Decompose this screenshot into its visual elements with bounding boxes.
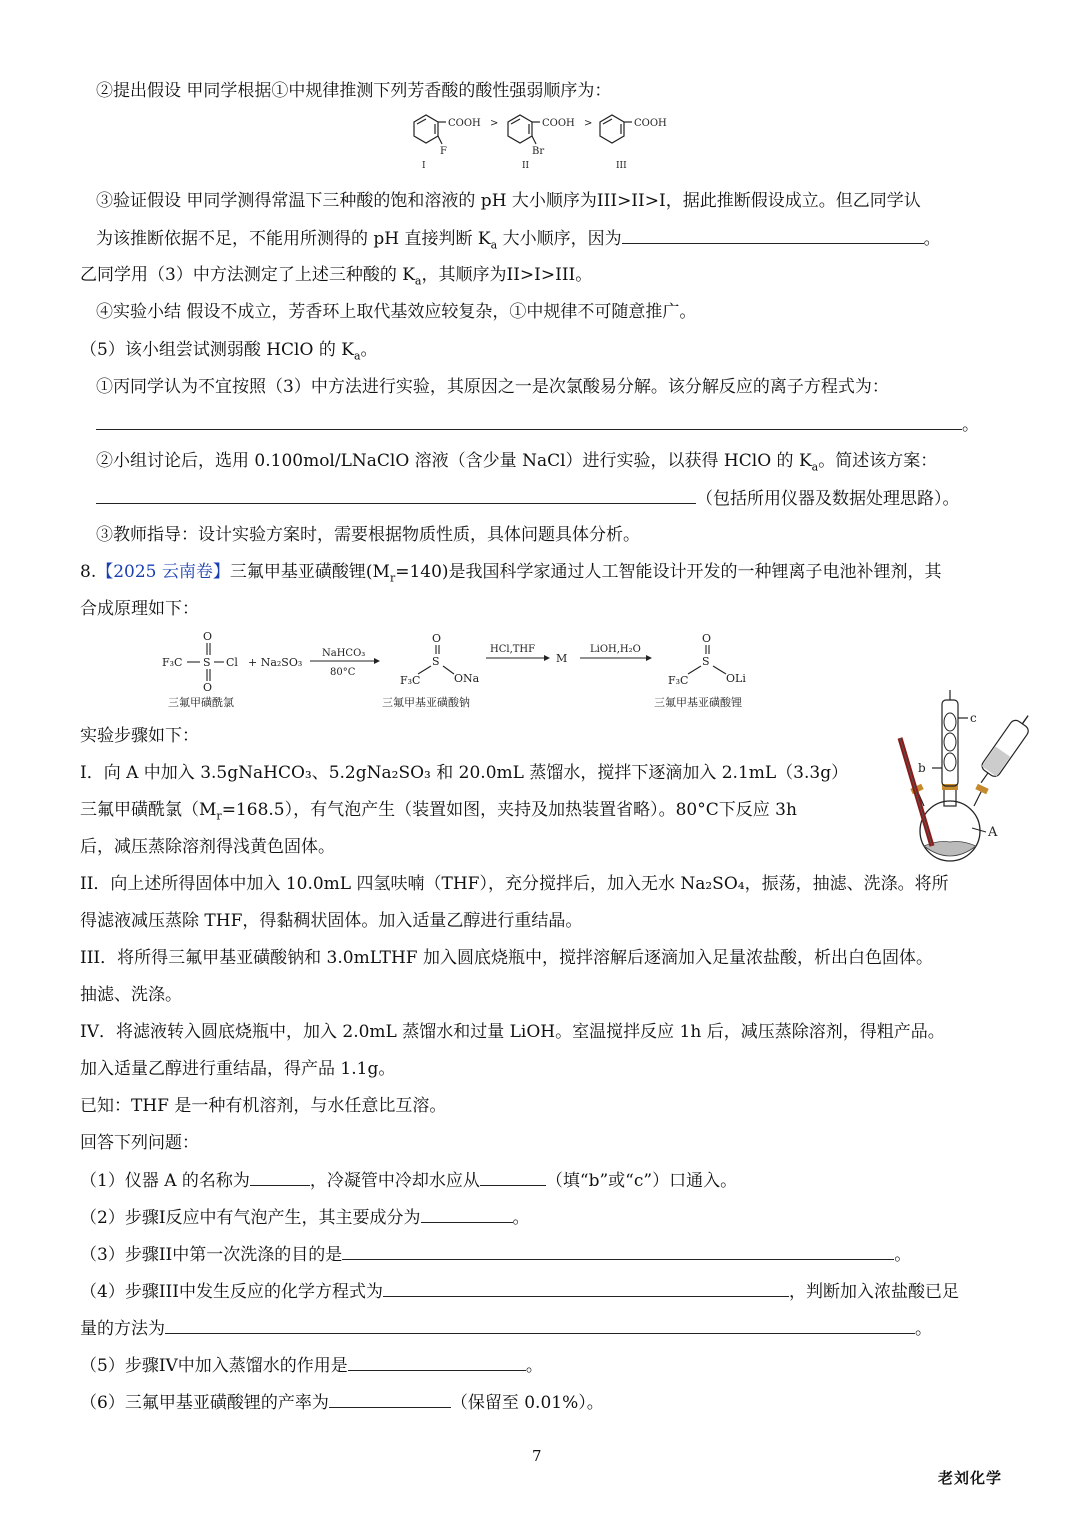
question-4-line-2: 量的方法为 。 [80, 1319, 932, 1339]
scheme-f3c-3: F₃C [668, 674, 689, 687]
step-3-line-2: 抽滤、洗涤。 [80, 985, 182, 1005]
question-5: （5）步骤IV中加入蒸馏水的作用是 。 [80, 1356, 543, 1376]
acid-i-label: I [422, 161, 426, 171]
answer-blank-q1-name[interactable] [250, 1169, 310, 1186]
scheme-o-top-1: O [203, 630, 213, 643]
teacher-guide-line: ③教师指导：设计实验方案时，需要根据物质性质，具体问题具体分析。 [96, 525, 640, 545]
scheme-cond2: HCl,THF [490, 644, 536, 655]
apparatus-label-c: c [970, 711, 977, 725]
summary-line: ④实验小结 假设不成立，芳香环上取代基效应较复杂，①中规律不可随意推广。 [96, 302, 697, 322]
answer-blank-q5[interactable] [348, 1354, 526, 1371]
question-3: （3）步骤II中第一次洗涤的目的是 。 [80, 1245, 912, 1265]
scheme-name-2: 三氟甲基亚磺酸钠 [382, 696, 470, 709]
question-4-line-1: （4）步骤III中发生反应的化学方程式为 ，判断加入浓盐酸已足 [80, 1282, 959, 1302]
answer-blank-q1-inlet[interactable] [480, 1169, 546, 1186]
brand-watermark: 老刘化学 [938, 1469, 1003, 1487]
page-number: 7 [532, 1447, 542, 1465]
step-2-line-2: 得滤液减压蒸除 THF，得黏稠状固体。加入适量乙醇进行重结晶。 [80, 911, 583, 931]
step-1-line-2: 三氟甲磺酰氯$(M_r=168.5)$，有气泡产生（装置如图，夹持及加热装置省略）。80°C下反应 3h [80, 800, 797, 823]
answer-blank-plan[interactable] [96, 487, 696, 504]
steps-title: 实验步骤如下： [80, 726, 199, 746]
apparatus-label-a: A [988, 825, 998, 840]
verify-line-1: ③验证假设 甲同学测得常温下三种酸的饱和溶液的 pH 大小顺序为III>II>I，据此推断假设成立。但乙同学认 [96, 191, 921, 211]
scheme-name-3: 三氟甲基亚磺酸锂 [654, 696, 742, 709]
step-4-line-2: 加入适量乙醇进行重结晶，得产品 1.1g。 [80, 1059, 396, 1079]
question-2: （2）步骤I反应中有气泡产生，其主要成分为 。 [80, 1208, 530, 1228]
scheme-cond1-top: NaHCO₃ [322, 648, 366, 659]
scheme-f3c-1: F₃C [162, 656, 183, 669]
scheme-m: M [556, 652, 568, 665]
scheme-cond1-bottom: 80°C [330, 667, 356, 678]
step-3-line-1: III．将所得三氟甲基亚磺酸钠和 3.0mLTHF 加入圆底烧瓶中，搅拌溶解后逐滴加入足量浓盐酸，析出白色固体。 [80, 948, 933, 968]
answer-blank-q4-equation[interactable] [383, 1280, 789, 1297]
acid-iii-label: III [616, 161, 627, 171]
acid-i-f: F [440, 146, 447, 157]
step-1-line-1: I．向 A 中加入 3.5gNaHCO₃、5.2gNa₂SO₃ 和 20.0mL 蒸馏水，搅拌下逐滴加入 2.1mL（3.3g） [80, 763, 849, 783]
scheme-cl: Cl [226, 656, 238, 669]
answer-blank-equation[interactable] [96, 413, 962, 430]
step-4-line-1: IV．将滤液转入圆底烧瓶中，加入 2.0mL 蒸馏水和过量 LiOH。室温搅拌反应 1h 后，减压蒸除溶剂，得粗产品。 [80, 1022, 945, 1042]
part5-q1-blank-line: 。 [96, 413, 979, 436]
synthesis-scheme [160, 628, 800, 712]
scheme-s-3: S [702, 655, 710, 668]
scheme-o-2: O [432, 632, 442, 645]
answer-heading: 回答下列问题： [80, 1133, 199, 1153]
known-line: 已知：THF 是一种有机溶剂，与水任意比互溶。 [80, 1096, 447, 1116]
acid-i-cooh: COOH [448, 118, 481, 129]
acid-ii-cooh: COOH [542, 118, 575, 129]
part5-q2-line: ②小组讨论后，选用 0.100mol/LNaClO 溶液（含少量 NaCl）进行实验，以获得 HClO 的 $K_a$。简述该方案： [96, 451, 938, 474]
scheme-na2so3: + Na₂SO₃ [248, 656, 303, 669]
hypothesis-line: ②提出假设 甲同学根据①中规律推测下列芳香酸的酸性强弱顺序为： [96, 81, 612, 101]
scheme-s-2: S [432, 655, 440, 668]
acid-iii-structure [600, 115, 632, 143]
answer-blank-q2[interactable] [421, 1206, 513, 1223]
part5-q1-line: ①丙同学认为不宜按照（3）中方法进行实验，其原因之一是次氯酸易分解。该分解反应的离子方程式为： [96, 377, 889, 397]
step-2-line-1: II．向上述所得固体中加入 10.0mL 四氢呋喃（THF），充分搅拌后，加入无水 Na₂SO₄，振荡，抽滤、洗涤。将所 [80, 874, 949, 894]
scheme-ona: ONa [454, 672, 480, 685]
acid-ii-br: Br [532, 146, 545, 157]
scheme-name-1: 三氟甲磺酰氯 [168, 696, 234, 709]
acid-i-structure [414, 115, 446, 144]
answer-blank-q4-method[interactable] [165, 1317, 915, 1334]
answer-blank-q3[interactable] [342, 1243, 894, 1260]
acid-ii-structure [508, 115, 540, 144]
scheme-oli: OLi [726, 672, 746, 685]
answer-blank-reason[interactable] [622, 227, 924, 244]
acid-ii-label: II [522, 161, 530, 171]
acid-iii-cooh: COOH [634, 118, 667, 129]
apparatus-label-b: b [918, 761, 926, 775]
aromatic-acids-figure [400, 110, 690, 172]
scheme-s-1: S [203, 656, 211, 669]
apparatus-figure [862, 688, 1042, 868]
part5-q2-blank-line: （包括所用仪器及数据处理思路）。 [96, 487, 960, 510]
q8-intro-line-2: 合成原理如下： [80, 599, 199, 619]
q8-intro-line: 8.【2025 云南卷】三氟甲基亚磺酸锂$(M_r=140)$是我国科学家通过人工智能设计开发的一种锂离子电池补锂剂，其 [80, 562, 942, 585]
scheme-cond3: LiOH,H₂O [590, 644, 641, 655]
verify-line-2: 为该推断依据不足，不能用所测得的 pH 直接判断 $K_a$ 大小顺序，因为 。 [96, 229, 941, 252]
question-6: （6）三氟甲基亚磺酸锂的产率为 （保留至 0.01%）。 [80, 1393, 604, 1413]
gt-sign-1: > [490, 118, 499, 129]
scheme-o-3: O [702, 632, 712, 645]
scheme-f3c-2: F₃C [400, 674, 421, 687]
answer-blank-q6[interactable] [329, 1391, 451, 1408]
scheme-o-bottom-1: O [203, 681, 213, 694]
ka-order-line: 乙同学用（3）中方法测定了上述三种酸的 $K_a$，其顺序为II>I>III。 [80, 265, 593, 288]
part5-line: （5）该小组尝试测弱酸 HClO 的 $K_a$。 [80, 340, 378, 363]
q8-source: 【2025 云南卷】 [96, 562, 230, 582]
question-1: （1）仪器 A 的名称为 ，冷凝管中冷却水应从 （填“b”或“c”）口通入。 [80, 1171, 738, 1191]
step-1-line-3: 后，减压蒸除溶剂得浅黄色固体。 [80, 837, 335, 857]
gt-sign-2: > [584, 118, 593, 129]
